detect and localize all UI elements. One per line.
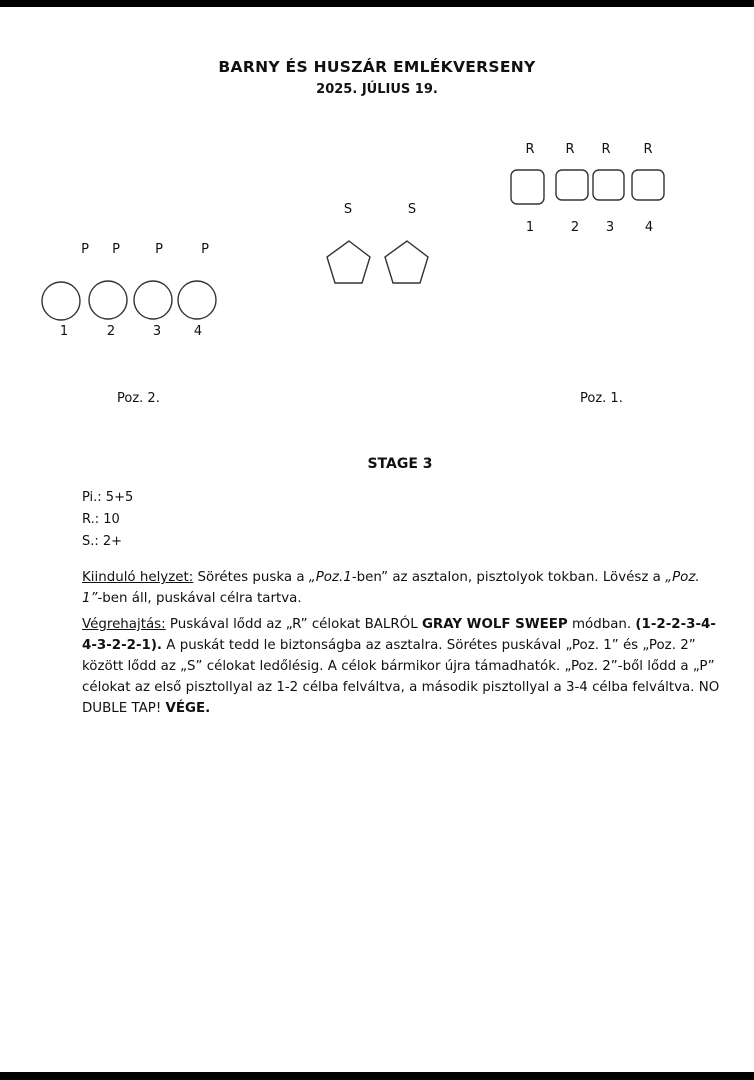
- position-2-label: Poz. 2.: [117, 391, 160, 406]
- start-position-paragraph: [82, 567, 722, 609]
- start-text: Sörétes puska a: [193, 570, 309, 585]
- pistol-target-letter: P: [201, 242, 209, 257]
- stage-title: STAGE 3: [367, 456, 433, 472]
- execution-text: Puskával lődd az „R” célokat BALRÓL: [165, 617, 422, 632]
- pistol-target: [134, 281, 172, 319]
- shotgun-target: [327, 241, 370, 283]
- pistol-target: [89, 281, 127, 319]
- rifle-target: [556, 170, 588, 200]
- position-1-label: Poz. 1.: [580, 391, 623, 406]
- pistol-target-letter: P: [155, 242, 163, 257]
- pistol-target: [178, 281, 216, 319]
- pistol-target: [42, 282, 80, 320]
- pistol-target-number: 4: [193, 324, 203, 339]
- execution-label: Végrehajtás:: [82, 617, 166, 632]
- shotgun-target: [385, 241, 428, 283]
- event-date: 2025. JÚLIUS 19.: [316, 82, 438, 97]
- execution-text: A puskát tedd le biztonságba az asztalra. Sörétes puskával „Poz. 1” és „Poz. 2” között lődd az „S” célokat ledőlésig. A célok bármikor újra támadhatók. „Poz. 2”-ből lődd a „P” célokat az első pisztollyal az 1-2 célba felváltva, a második pisztollyal a 3-4 célba felváltva. NO DUBLE TAP!: [82, 638, 720, 716]
- pistol-target-number: 2: [106, 324, 116, 339]
- pistol-target-letter: P: [81, 242, 89, 257]
- rifle-target: [511, 170, 544, 204]
- rifle-target-number: 4: [644, 220, 654, 235]
- rifle-target-number: 3: [605, 220, 615, 235]
- execution-paragraph: [82, 614, 722, 719]
- rifle-round-count: R.: 10: [82, 512, 120, 527]
- execution-mode: GRAY WOLF SWEEP: [421, 617, 568, 632]
- pistol-target-number: 3: [152, 324, 162, 339]
- rifle-target: [593, 170, 624, 200]
- page-title: BARNY ÉS HUSZÁR EMLÉKVERSENY: [218, 58, 536, 76]
- pistol-target-number: 1: [59, 324, 69, 339]
- rifle-target-number: 1: [525, 220, 535, 235]
- rifle-target-letter: R: [601, 142, 611, 157]
- start-text-italic: „Poz.1: [308, 570, 352, 585]
- shotgun-target-letter: S: [407, 202, 417, 217]
- execution-end: VÉGE.: [165, 701, 211, 716]
- shotgun-target-letter: S: [343, 202, 353, 217]
- stage-diagram: [0, 0, 754, 420]
- pistol-target-letter: P: [112, 242, 120, 257]
- rifle-target-letter: R: [565, 142, 575, 157]
- execution-sequence: (1-2-2-3-4-4-3-2-2-1).: [82, 617, 716, 653]
- shotgun-round-count: S.: 2+: [82, 534, 123, 549]
- execution-text: módban.: [567, 617, 636, 632]
- rifle-target: [632, 170, 664, 200]
- bottom-border: [0, 1072, 754, 1080]
- pistol-round-count: Pi.: 5+5: [82, 490, 134, 505]
- start-text-italic: „Poz. 1”: [82, 570, 700, 606]
- rifle-target-letter: R: [643, 142, 653, 157]
- rifle-target-number: 2: [570, 220, 580, 235]
- start-position-label: Kiinduló helyzet:: [82, 570, 194, 585]
- start-text: -ben áll, puskával célra tartva.: [97, 591, 302, 606]
- rifle-target-letter: R: [525, 142, 535, 157]
- start-text: -ben” az asztalon, pisztolyok tokban. Lövész a: [351, 570, 666, 585]
